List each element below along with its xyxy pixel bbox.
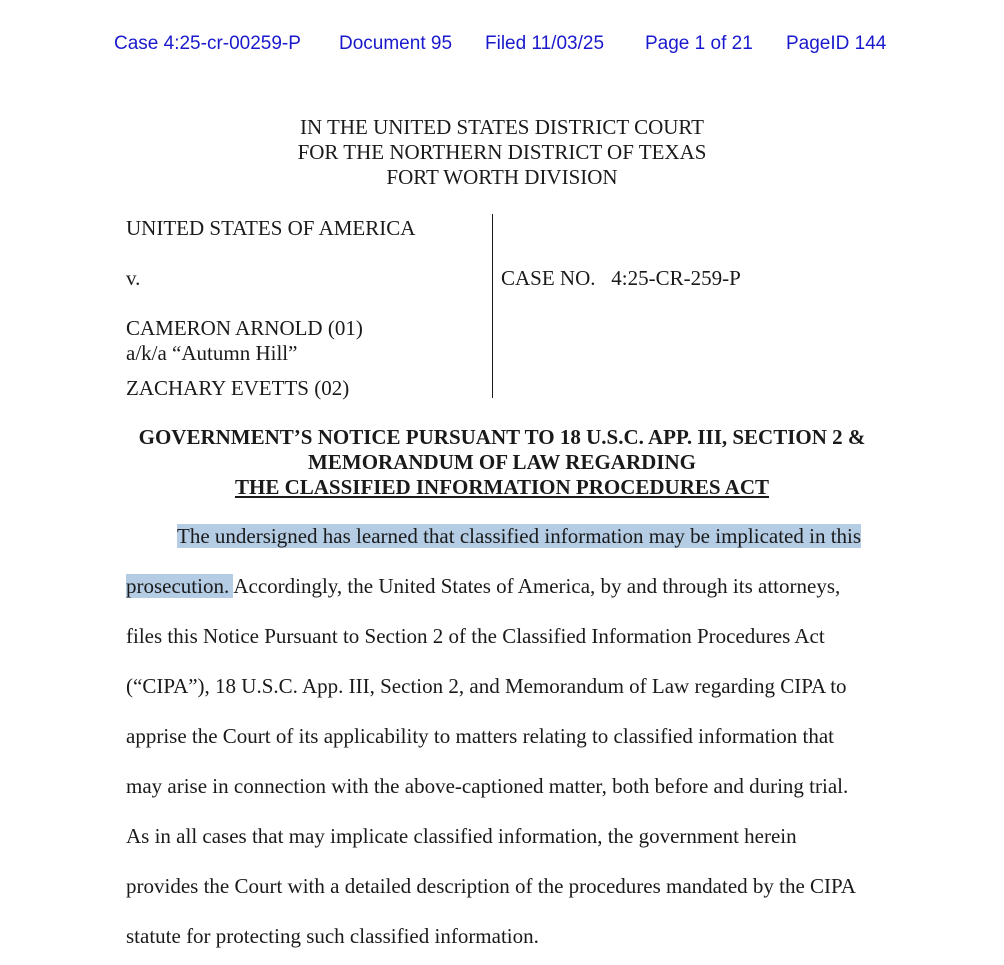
caption-versus: v. — [126, 266, 141, 290]
caption-defendant-1: CAMERON ARNOLD (01) — [126, 316, 363, 340]
caption-divider — [492, 214, 493, 398]
header-document-number: Document 95 — [339, 33, 453, 54]
highlighted-text-1: The undersigned has learned that classified information may be implicated in this — [177, 524, 862, 548]
body-line-2-rest: Accordingly, the United States of America, by and through its attorneys, — [233, 574, 841, 598]
header-case-number: Case 4:25-cr-00259-P — [114, 33, 301, 54]
case-number-value: 4:25-CR-259-P — [611, 266, 741, 290]
court-line-1: IN THE UNITED STATES DISTRICT COURT — [299, 115, 705, 139]
court-line-2: FOR THE NORTHERN DISTRICT OF TEXAS — [297, 140, 707, 164]
header-page-id: PageID 144 — [786, 33, 887, 54]
caption-defendant-2: ZACHARY EVETTS (02) — [126, 376, 350, 400]
body-line-4: (“CIPA”), 18 U.S.C. App. III, Section 2, and Memorandum of Law regarding CIPA to — [126, 674, 847, 698]
body-line-3: files this Notice Pursuant to Section 2 of the Classified Information Procedures Act — [126, 624, 825, 648]
body-line-6: may arise in connection with the above-captioned matter, both before and during trial. — [126, 774, 849, 798]
header-filed-date: Filed 11/03/25 — [485, 33, 605, 54]
case-number-label: CASE NO. — [501, 266, 596, 290]
body-line-5: apprise the Court of its applicability to matters relating to classified information that — [126, 724, 834, 748]
court-heading — [0, 115, 1004, 190]
body-line-2 — [126, 572, 840, 600]
caption-plaintiff: UNITED STATES OF AMERICA — [126, 216, 416, 240]
body-line-8: provides the Court with a detailed description of the procedures mandated by the CIPA — [126, 874, 856, 898]
header-page-count: Page 1 of 21 — [645, 33, 753, 54]
court-line-3: FORT WORTH DIVISION — [386, 165, 618, 189]
case-number-block — [501, 266, 741, 291]
highlighted-text-2: prosecution. — [126, 574, 234, 598]
caption-defendant-1-aka: a/k/a “Autumn Hill” — [126, 341, 298, 365]
body-line-1 — [177, 522, 861, 550]
body-line-9: statute for protecting such classified information. — [126, 924, 539, 948]
body-line-7: As in all cases that may implicate classified information, the government herein — [126, 824, 797, 848]
title-line-2: MEMORANDUM OF LAW REGARDING — [308, 450, 696, 474]
document-title — [0, 425, 1004, 500]
title-line-1: GOVERNMENT’S NOTICE PURSUANT TO 18 U.S.C. APP. III, SECTION 2 & — [138, 425, 866, 449]
title-line-3: THE CLASSIFIED INFORMATION PROCEDURES ACT — [234, 475, 770, 499]
